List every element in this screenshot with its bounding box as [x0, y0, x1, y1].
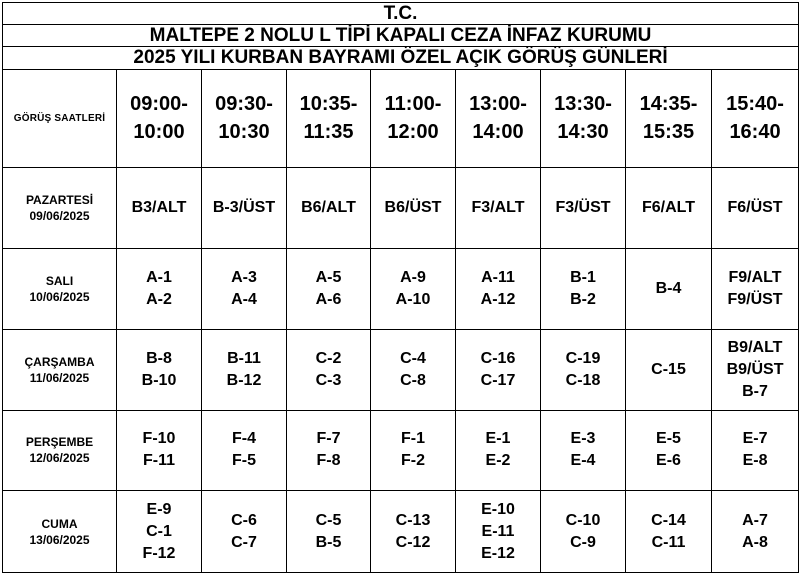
title-row-1 — [3, 3, 799, 25]
ward-code: C-1 — [146, 522, 172, 540]
time-text: 13:30- — [554, 93, 612, 116]
schedule-cell — [287, 329, 371, 410]
time-slot-header — [202, 69, 287, 168]
schedule-cell — [626, 410, 712, 491]
day-row — [3, 329, 799, 410]
ward-code: C-4 — [400, 349, 426, 367]
ward-code: B9/ÜST — [726, 360, 784, 378]
ward-code: B-8 — [146, 349, 172, 367]
ward-code: B-3/ÜST — [212, 199, 276, 217]
ward-code: F-5 — [232, 452, 256, 470]
ward-code: C-15 — [651, 360, 686, 378]
schedule-cell — [117, 168, 202, 249]
schedule-cell — [712, 410, 799, 491]
ward-code: A-10 — [395, 290, 431, 308]
ward-code: C-7 — [231, 533, 257, 551]
ward-code: E-12 — [481, 544, 515, 562]
ward-code: B9/ALT — [727, 338, 783, 356]
time-slot-header — [456, 69, 541, 168]
ward-code: E-2 — [485, 452, 511, 470]
schedule-cell — [202, 168, 287, 249]
schedule-cell — [371, 168, 456, 249]
day-label — [3, 491, 117, 573]
schedule-cell — [456, 329, 541, 410]
ward-code: F9/ÜST — [727, 290, 783, 308]
ward-code: C-19 — [565, 349, 601, 367]
ward-code: E-4 — [570, 452, 596, 470]
schedule-cell — [541, 410, 626, 491]
day-label — [3, 410, 117, 491]
schedule-cell — [626, 249, 712, 330]
ward-code: F-10 — [142, 430, 176, 448]
ward-code: B-11 — [227, 349, 261, 367]
title-row-3 — [3, 47, 799, 69]
time-text: 10:30 — [218, 121, 270, 144]
ward-code: A-6 — [315, 290, 342, 308]
day-date: 09/06/2025 — [29, 209, 90, 224]
schedule-cell — [371, 491, 456, 573]
time-text: 10:00 — [133, 121, 185, 144]
schedule-cell — [371, 329, 456, 410]
day-label — [3, 168, 117, 249]
ward-code: F-11 — [142, 452, 175, 470]
ward-code: C-10 — [565, 511, 601, 529]
visiting-hours-label: GÖRÜŞ SAATLERİ — [3, 69, 117, 168]
ward-code: C-17 — [480, 371, 516, 389]
schedule-cell — [456, 168, 541, 249]
schedule-cell — [626, 329, 712, 410]
ward-code: B6/ALT — [301, 199, 356, 217]
schedule-cell — [287, 491, 371, 573]
day-date: 10/06/2025 — [29, 289, 90, 304]
day-name: PERŞEMBE — [25, 435, 94, 450]
ward-code: C-16 — [480, 349, 516, 367]
time-slot-header — [117, 69, 202, 168]
time-text: 16:40 — [729, 121, 781, 144]
ward-code: B-4 — [655, 279, 682, 297]
ward-code: F9/ALT — [728, 268, 782, 286]
time-slot-header — [287, 69, 371, 168]
ward-code: A-5 — [315, 268, 342, 286]
day-row — [3, 410, 799, 491]
time-text: 10:35- — [299, 93, 358, 116]
ward-code: F3/ALT — [471, 199, 525, 217]
schedule-cell — [541, 491, 626, 573]
schedule-cell — [456, 410, 541, 491]
ward-code: F-4 — [232, 430, 256, 448]
ward-code: C-18 — [565, 371, 601, 389]
time-text: 15:40- — [726, 93, 784, 116]
schedule-cell — [287, 410, 371, 491]
time-text: 09:30- — [215, 93, 273, 116]
title-line-3: 2025 YILI KURBAN BAYRAMI ÖZEL AÇIK GÖRÜŞ GÜNLERİ — [3, 47, 799, 69]
ward-code: C-9 — [570, 533, 596, 551]
ward-code: F-7 — [316, 430, 341, 448]
ward-code: B-1 — [570, 268, 596, 286]
schedule-cell — [371, 249, 456, 330]
ward-code: C-3 — [315, 371, 342, 389]
schedule-cell — [371, 410, 456, 491]
ward-code: A-12 — [480, 290, 516, 308]
ward-code: A-3 — [231, 268, 257, 286]
time-text: 14:00 — [472, 121, 524, 144]
ward-code: A-2 — [146, 290, 172, 308]
schedule-cell — [626, 168, 712, 249]
schedule-cell — [202, 410, 287, 491]
day-name: CUMA — [41, 516, 78, 531]
ward-code: B3/ALT — [131, 199, 187, 217]
schedule-cell — [287, 168, 371, 249]
ward-code: F6/ÜST — [727, 199, 783, 217]
ward-code: C-8 — [400, 371, 426, 389]
day-name: SALI — [45, 273, 74, 288]
ward-code: F-1 — [401, 430, 425, 448]
day-date: 13/06/2025 — [29, 532, 90, 547]
schedule-cell — [202, 249, 287, 330]
time-text: 11:00- — [384, 93, 442, 116]
time-header-row — [3, 69, 799, 168]
ward-code: C-12 — [395, 533, 431, 551]
time-slot-header — [371, 69, 456, 168]
ward-code: E-3 — [570, 430, 596, 448]
day-row — [3, 168, 799, 249]
ward-code: C-13 — [395, 511, 431, 529]
time-text: 13:00- — [469, 93, 527, 116]
schedule-cell — [712, 491, 799, 573]
schedule-cell — [712, 249, 799, 330]
title-line-1: T.C. — [3, 3, 799, 25]
ward-code: B-2 — [570, 290, 596, 308]
time-text: 12:00 — [387, 121, 439, 144]
schedule-cell — [202, 491, 287, 573]
schedule-cell — [626, 491, 712, 573]
ward-code: B-12 — [226, 371, 262, 389]
ward-code: F6/ALT — [641, 199, 696, 217]
ward-code: E-8 — [742, 452, 768, 470]
time-slot-header — [626, 69, 712, 168]
table-body — [3, 3, 799, 573]
visiting-schedule-table — [2, 2, 799, 573]
schedule-cell — [712, 168, 799, 249]
ward-code: C-2 — [315, 349, 342, 367]
schedule-cell — [541, 168, 626, 249]
day-name: PAZARTESİ — [25, 193, 94, 208]
ward-code: F3/ÜST — [555, 199, 611, 217]
schedule-cell — [456, 491, 541, 573]
day-label — [3, 329, 117, 410]
ward-code: C-11 — [651, 533, 686, 551]
day-date: 11/06/2025 — [29, 370, 90, 385]
schedule-cell — [117, 329, 202, 410]
ward-code: A-9 — [400, 268, 426, 286]
ward-code: F-2 — [401, 452, 425, 470]
ward-code: E-5 — [656, 430, 681, 448]
day-row — [3, 491, 799, 573]
time-text: 14:30 — [557, 121, 609, 144]
time-text: 14:35- — [639, 93, 698, 116]
schedule-cell — [117, 491, 202, 573]
time-text: 09:00- — [130, 93, 188, 116]
ward-code: E-11 — [481, 522, 515, 540]
schedule-cell — [117, 410, 202, 491]
ward-code: B-5 — [315, 533, 342, 551]
ward-code: E-9 — [146, 500, 172, 518]
schedule-cell — [117, 249, 202, 330]
ward-code: F-8 — [316, 452, 341, 470]
day-label — [3, 249, 117, 330]
time-slot-header — [541, 69, 626, 168]
ward-code: B6/ÜST — [384, 199, 442, 217]
time-text: 11:35 — [303, 121, 354, 144]
schedule-cell — [202, 329, 287, 410]
time-text: 15:35 — [642, 121, 695, 144]
schedule-cell — [712, 329, 799, 410]
schedule-cell — [456, 249, 541, 330]
ward-code: E-1 — [485, 430, 511, 448]
ward-code: C-5 — [315, 511, 342, 529]
title-line-2: MALTEPE 2 NOLU L TİPİ KAPALI CEZA İNFAZ KURUMU — [3, 25, 799, 47]
title-row-2 — [3, 25, 799, 47]
schedule-cell — [287, 249, 371, 330]
ward-code: A-8 — [742, 533, 768, 551]
ward-code: C-14 — [651, 511, 686, 529]
ward-code: A-4 — [231, 290, 257, 308]
day-date: 12/06/2025 — [29, 451, 90, 466]
ward-code: E-10 — [481, 500, 515, 518]
ward-code: A-7 — [742, 511, 768, 529]
ward-code: F-12 — [142, 544, 176, 562]
time-slot-header — [712, 69, 799, 168]
ward-code: C-6 — [231, 511, 257, 529]
ward-code: B-7 — [742, 382, 768, 400]
ward-code: A-11 — [481, 268, 515, 286]
day-name: ÇARŞAMBA — [24, 354, 95, 369]
ward-code: A-1 — [146, 268, 172, 286]
schedule-cell — [541, 249, 626, 330]
schedule-cell — [541, 329, 626, 410]
ward-code: E-7 — [742, 430, 768, 448]
day-row — [3, 249, 799, 330]
ward-code: B-10 — [141, 371, 177, 389]
ward-code: E-6 — [656, 452, 681, 470]
